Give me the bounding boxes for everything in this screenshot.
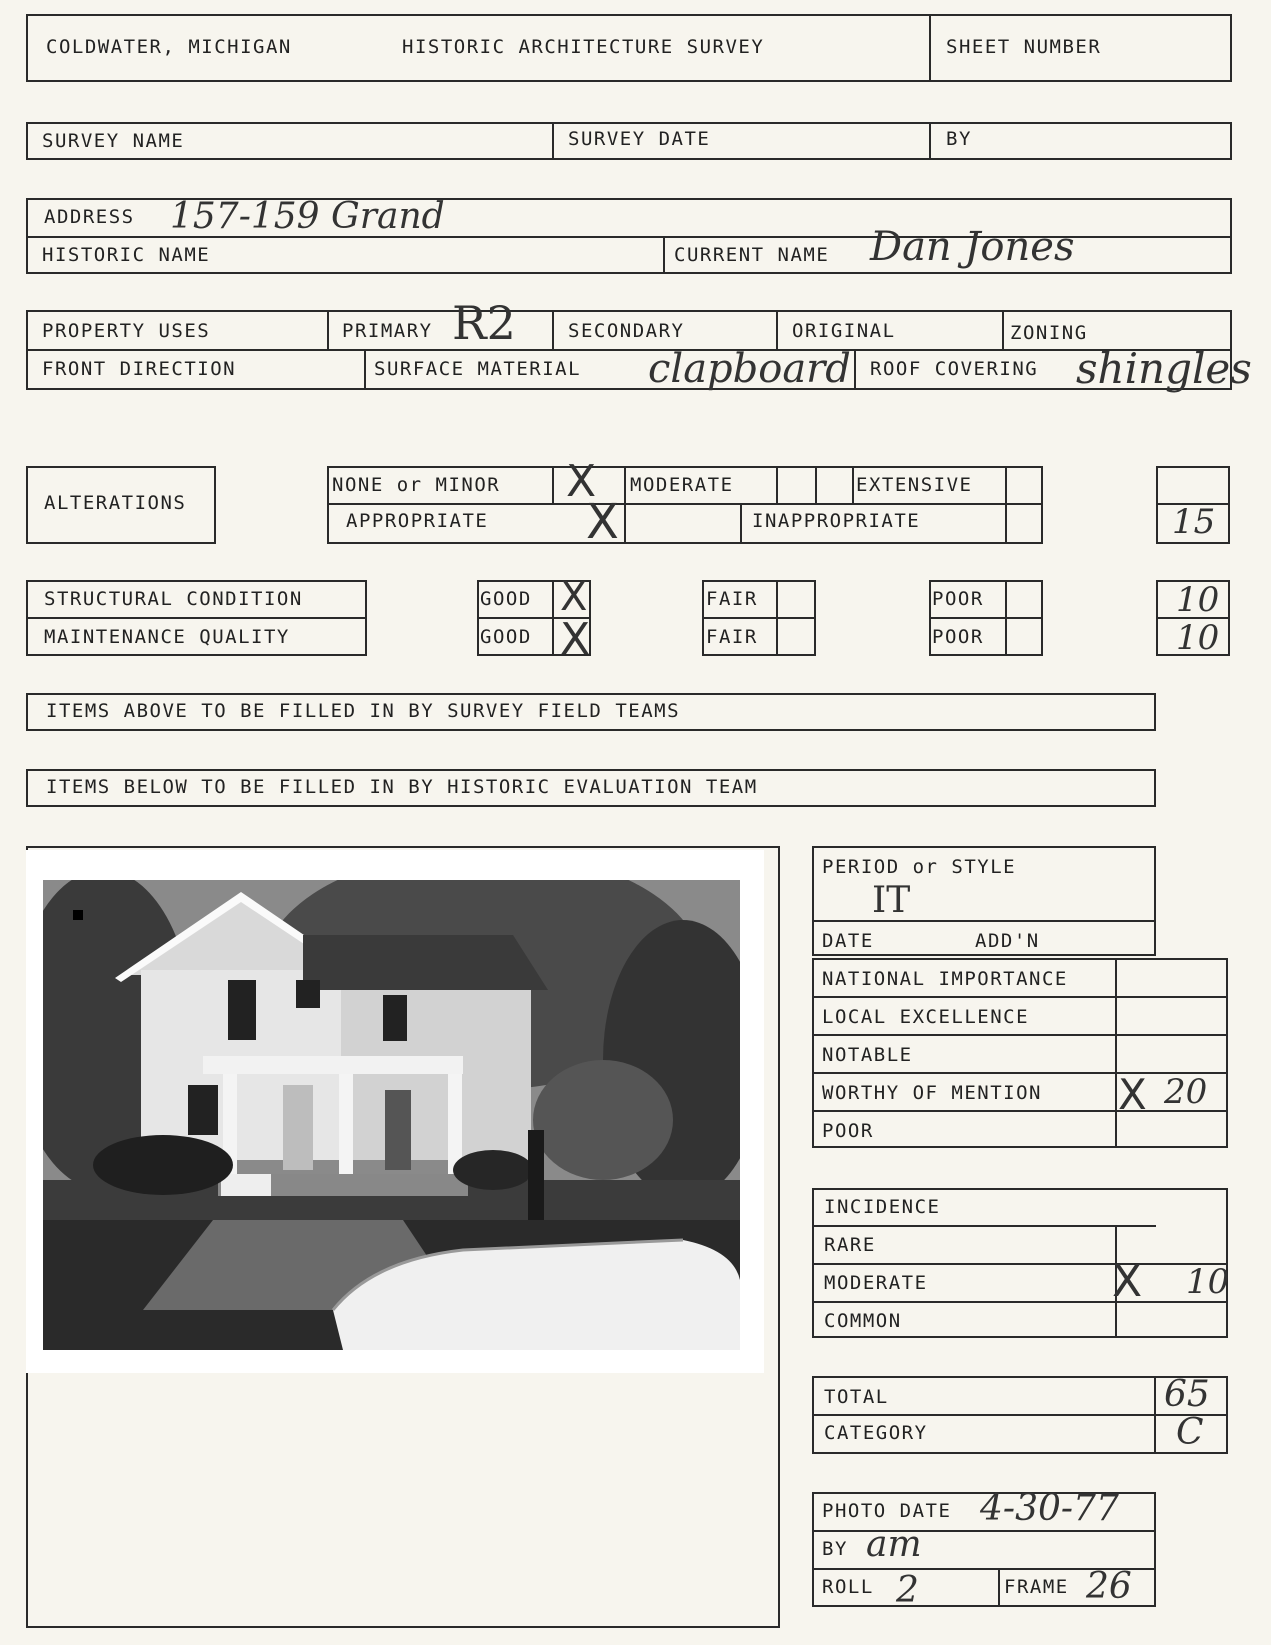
photo-date-value: 4-30-77: [980, 1488, 1119, 1529]
date-label: DATE: [822, 930, 874, 952]
total-label: TOTAL: [824, 1386, 889, 1408]
moderate-incidence-score: 10: [1186, 1262, 1230, 1302]
sheet-number-label: SHEET NUMBER: [946, 36, 1102, 58]
maintenance-poor-label: POOR: [932, 626, 984, 648]
roll-label: ROLL: [822, 1576, 874, 1598]
moderate-alteration-label: MODERATE: [630, 474, 734, 496]
moderate-incidence-mark: X: [1112, 1256, 1143, 1307]
header-title: HISTORIC ARCHITECTURE SURVEY: [402, 36, 765, 58]
note-below: ITEMS BELOW TO BE FILLED IN BY HISTORIC EVALUATION TEAM: [46, 776, 758, 798]
none-minor-mark: X: [566, 456, 597, 507]
maintenance-good-mark: X: [560, 614, 591, 665]
category-label: CATEGORY: [824, 1422, 928, 1444]
structural-condition-label: STRUCTURAL CONDITION: [44, 588, 303, 610]
surface-material-label: SURFACE MATERIAL: [374, 358, 582, 380]
survey-name-label: SURVEY NAME: [42, 130, 185, 152]
structural-good-label: GOOD: [480, 588, 532, 610]
notable-label: NOTABLE: [822, 1044, 913, 1066]
worthy-of-mention-label: WORTHY OF MENTION: [822, 1082, 1042, 1104]
rare-label: RARE: [824, 1234, 876, 1256]
header-city: COLDWATER, MICHIGAN: [46, 36, 292, 58]
common-label: COMMON: [824, 1310, 902, 1332]
photo-by-value: am: [866, 1524, 922, 1565]
structural-poor-label: POOR: [932, 588, 984, 610]
current-name-value: Dan Jones: [870, 224, 1075, 270]
house-photo: [43, 880, 740, 1350]
frame-label: FRAME: [1004, 1576, 1069, 1598]
none-minor-label: NONE or MINOR: [332, 474, 501, 496]
inappropriate-label: INAPPROPRIATE: [752, 510, 921, 532]
survey-date-label: SURVEY DATE: [568, 128, 711, 150]
historic-name-label: HISTORIC NAME: [42, 244, 211, 266]
worthy-score: 20: [1164, 1072, 1208, 1112]
appropriate-label: APPROPRIATE: [346, 510, 489, 532]
extensive-label: EXTENSIVE: [856, 474, 973, 496]
roll-value: 2: [896, 1570, 919, 1611]
addn-label: ADD'N: [975, 930, 1040, 952]
category-value: C: [1176, 1412, 1204, 1453]
poor-eval-label: POOR: [822, 1120, 874, 1142]
appropriate-mark: X: [586, 494, 619, 550]
maintenance-good-label: GOOD: [480, 626, 532, 648]
note-above: ITEMS ABOVE TO BE FILLED IN BY SURVEY FIELD TEAMS: [46, 700, 681, 722]
total-value: 65: [1164, 1374, 1210, 1415]
roof-covering-value: shingles: [1076, 344, 1252, 393]
local-excellence-label: LOCAL EXCELLENCE: [822, 1006, 1030, 1028]
address-value: 157-159 Grand: [170, 196, 445, 237]
structural-score: 10: [1176, 580, 1220, 620]
frame-value: 26: [1086, 1566, 1132, 1607]
maintenance-score: 10: [1176, 618, 1220, 658]
alterations-label: ALTERATIONS: [44, 492, 187, 514]
maintenance-fair-label: FAIR: [706, 626, 758, 648]
front-direction-label: FRONT DIRECTION: [42, 358, 237, 380]
roof-covering-label: ROOF COVERING: [870, 358, 1039, 380]
photo-date-label: PHOTO DATE: [822, 1500, 952, 1522]
survey-by-label: BY: [946, 128, 972, 150]
worthy-mark: X: [1118, 1070, 1147, 1119]
national-importance-label: NATIONAL IMPORTANCE: [822, 968, 1068, 990]
period-style-value: IT: [872, 880, 911, 921]
alterations-score: 15: [1172, 502, 1216, 542]
original-label: ORIGINAL: [792, 320, 896, 342]
current-name-label: CURRENT NAME: [674, 244, 830, 266]
structural-fair-label: FAIR: [706, 588, 758, 610]
maintenance-quality-label: MAINTENANCE QUALITY: [44, 626, 290, 648]
surface-material-value: clapboard: [648, 346, 851, 392]
zoning-label: ZONING: [1010, 322, 1088, 344]
primary-value: R2: [452, 296, 516, 350]
structural-good-mark: X: [560, 574, 588, 620]
photo-by-label: BY: [822, 1538, 848, 1560]
secondary-label: SECONDARY: [568, 320, 685, 342]
period-style-label: PERIOD or STYLE: [822, 856, 1017, 878]
moderate-incidence-label: MODERATE: [824, 1272, 928, 1294]
address-label: ADDRESS: [44, 206, 135, 228]
incidence-label: INCIDENCE: [824, 1196, 941, 1218]
property-uses-label: PROPERTY USES: [42, 320, 211, 342]
primary-label: PRIMARY: [342, 320, 433, 342]
